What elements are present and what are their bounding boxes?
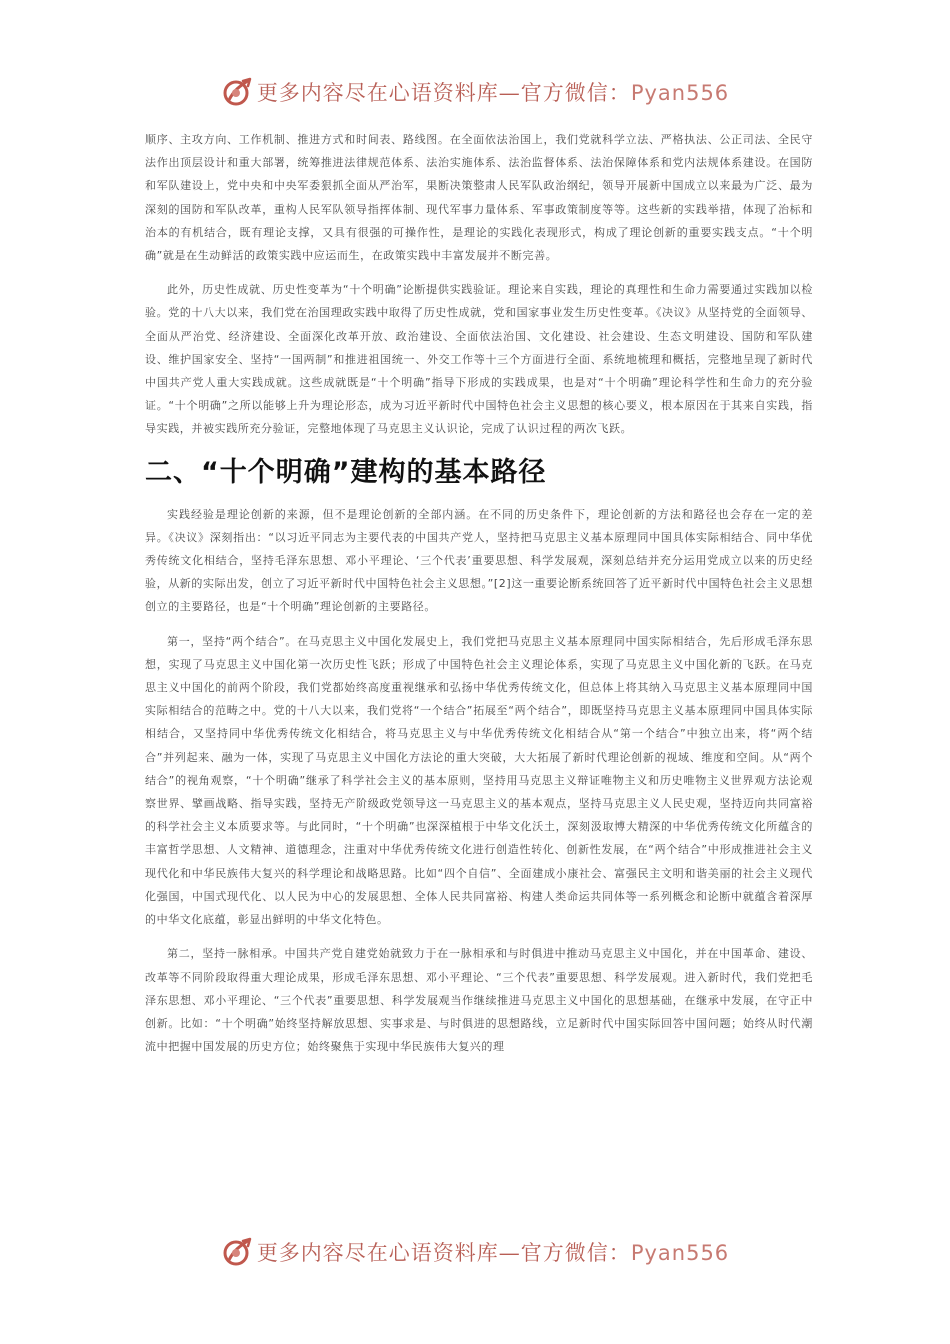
paragraph-1: 顺序、主攻方向、工作机制、推进方式和时间表、路线图。在全面依法治国上，我们党就科学立法、严格执法、公正司法、全民守法作出顶层设计和重大部署，统筹推进法律规范体系、法治实施体系、法治监督体系、法治保障体系和党内法规体系建设。在国防和军队建设上，党中央和中央军委狠抓全面从严治军，果断决策整肃人民军队政治纲纪，领导开展新中国成立以来最为广泛、最为深刻的国防和军队改革，重构人民军队领导指挥体制、现代军事力量体系、军事政策制度等等。这些新的实践举措，体现了治标和治本的有机结合，既有理论支撑，又具有很强的可操作性，是理论的实践化表现形式，构成了理论创新的重要实践支点。“十个明确”就是在生动鲜活的政策实践中应运而生，在政策实践中丰富发展并不断完善。 xyxy=(145,133,813,263)
paragraph-4: 第一，坚持“两个结合”。在马克思主义中国化发展史上，我们党把马克思主义基本原理同中国实际相结合，先后形成毛泽东思想，实现了马克思主义中国化第一次历史性飞跃；形成了中国特色社会主义理论体系，实现了马克思主义中国化新的飞跃。在马克思主义中国化的前两个阶段，我们党都始终高度重视继承和弘扬中华优秀传统文化，但总体上将其纳入马克思主义基本原理同中国实际相结合的范畴之中。党的十八大以来，我们党将“一个结合”拓展至“两个结合”，即既坚持马克思主义基本原理同中国具体实际相结合，又坚持同中华优秀传统文化相结合，将马克思主义与中华优秀传统文化相结合从“第一个结合”中独立出来，将“两个结合”并列起来、融为一体，实现了马克思主义中国化方法论的重大突破，大大拓展了新时代理论创新的视域、维度和空间。从“两个结合”的视角观察，“十个明确”继承了科学社会主义的基本原则，坚持用马克思主义辩证唯物主义和历史唯物主义世界观方法论观察世界、擘画战略、指导实践，坚持无产阶级政党领导这一马克思主义的基本观点，坚持马克思主义人民史观，坚持迈向共同富裕的科学社会主义本质要求等。与此同时，“十个明确”也深深植根于中华文化沃土，深刻汲取博大精深的中华优秀传统文化所蕴含的丰富哲学思想、人文精神、道德理念，注重对中华优秀传统文化进行创造性转化、创新性发展，在“两个结合”中形成推进社会主义现代化和中华民族伟大复兴的科学理论和战略思路。比如“四个自信”、全面建成小康社会、富强民主文明和谐美丽的社会主义现代化强国，中国式现代化、以人民为中心的发展思想、全体人民共同富裕、构建人类命运共同体等一系列概念和论断中就蕴含着深厚的中华文化底蕴，彰显出鲜明的中华文化特色。 xyxy=(145,634,813,927)
header-watermark-banner xyxy=(0,74,950,110)
section-heading: 二、“十个明确”建构的基本路径 xyxy=(145,456,547,488)
banner-wechat-id: Pyan556 xyxy=(630,81,730,105)
paragraph-3: 实践经验是理论创新的来源，但不是理论创新的全部内涵。在不同的历史条件下，理论创新的方法和路径也会存在一定的差异。《决议》深刻指出：“以习近平同志为主要代表的中国共产党人，坚持把马克思主义基本原理同中国具体实际相结合、同中华优秀传统文化相结合，坚持毛泽东思想、邓小平理论、‘三个代表’重要思想、科学发展观，深刻总结并充分运用党成立以来的历史经验，从新的实际出发，创立了习近平新时代中国特色社会主义思想。”[2]这一重要论断系统回答了近平新时代中国特色社会主义思想创立的主要路径，也是“十个明确”理论创新的主要路径。 xyxy=(145,507,813,614)
banner-wechat-id: Pyan556 xyxy=(630,1241,730,1265)
banner-text: 更多内容尽在心语资料库—官方微信： xyxy=(256,81,631,105)
banner-text: 更多内容尽在心语资料库—官方微信： xyxy=(256,1241,631,1265)
document-body xyxy=(145,128,813,1058)
paragraph-2: 此外，历史性成就、历史性变革为“十个明确”论断提供实践验证。理论来自实践，理论的真理性和生命力需要通过实践加以检验。党的十八大以来，我们党在治国理政实践中取得了历史性成就，党和国家事业发生历史性变革。《决议》从坚持党的全面领导、全面从严治党、经济建设、全面深化改革开放、政治建设、全面依法治国、文化建设、社会建设、生态文明建设、国防和军队建设、维护国家安全、坚持“一国两制”和推进祖国统一、外交工作等十三个方面进行全面、系统地梳理和概括，完整地呈现了新时代中国共产党人重大实践成就。这些成就既是“十个明确”指导下形成的实践成果，也是对“十个明确”理论科学性和生命力的充分验证。“十个明确”之所以能够上升为理论形态，成为习近平新时代中国特色社会主义思想的核心要义，根本原因在于其来自实践，指导实践，并被实践所充分验证，完整地体现了马克思主义认识论，完成了认识过程的两次飞跃。 xyxy=(145,283,813,436)
footer-watermark-banner xyxy=(0,1234,950,1270)
brand-logo-icon xyxy=(221,1236,253,1268)
paragraph-5: 第二，坚持一脉相承。中国共产党自建党始就致力于在一脉相承和与时俱进中推动马克思主义中国化，并在中国革命、建设、改革等不同阶段取得重大理论成果，形成毛泽东思想、邓小平理论、“三个代表”重要思想、科学发展观。进入新时代，我们党把毛泽东思想、邓小平理论、“三个代表”重要思想、科学发展观当作继续推进马克思主义中国化的思想基础，在继承中发展，在守正中创新。比如：“十个明确”始终坚持解放思想、实事求是、与时俱进的思想路线，立足新时代中国实际回答中国问题；始终从时代潮流中把握中国发展的历史方位；始终聚焦于实现中华民族伟大复兴的理 xyxy=(145,947,813,1054)
brand-logo-icon xyxy=(221,76,253,108)
